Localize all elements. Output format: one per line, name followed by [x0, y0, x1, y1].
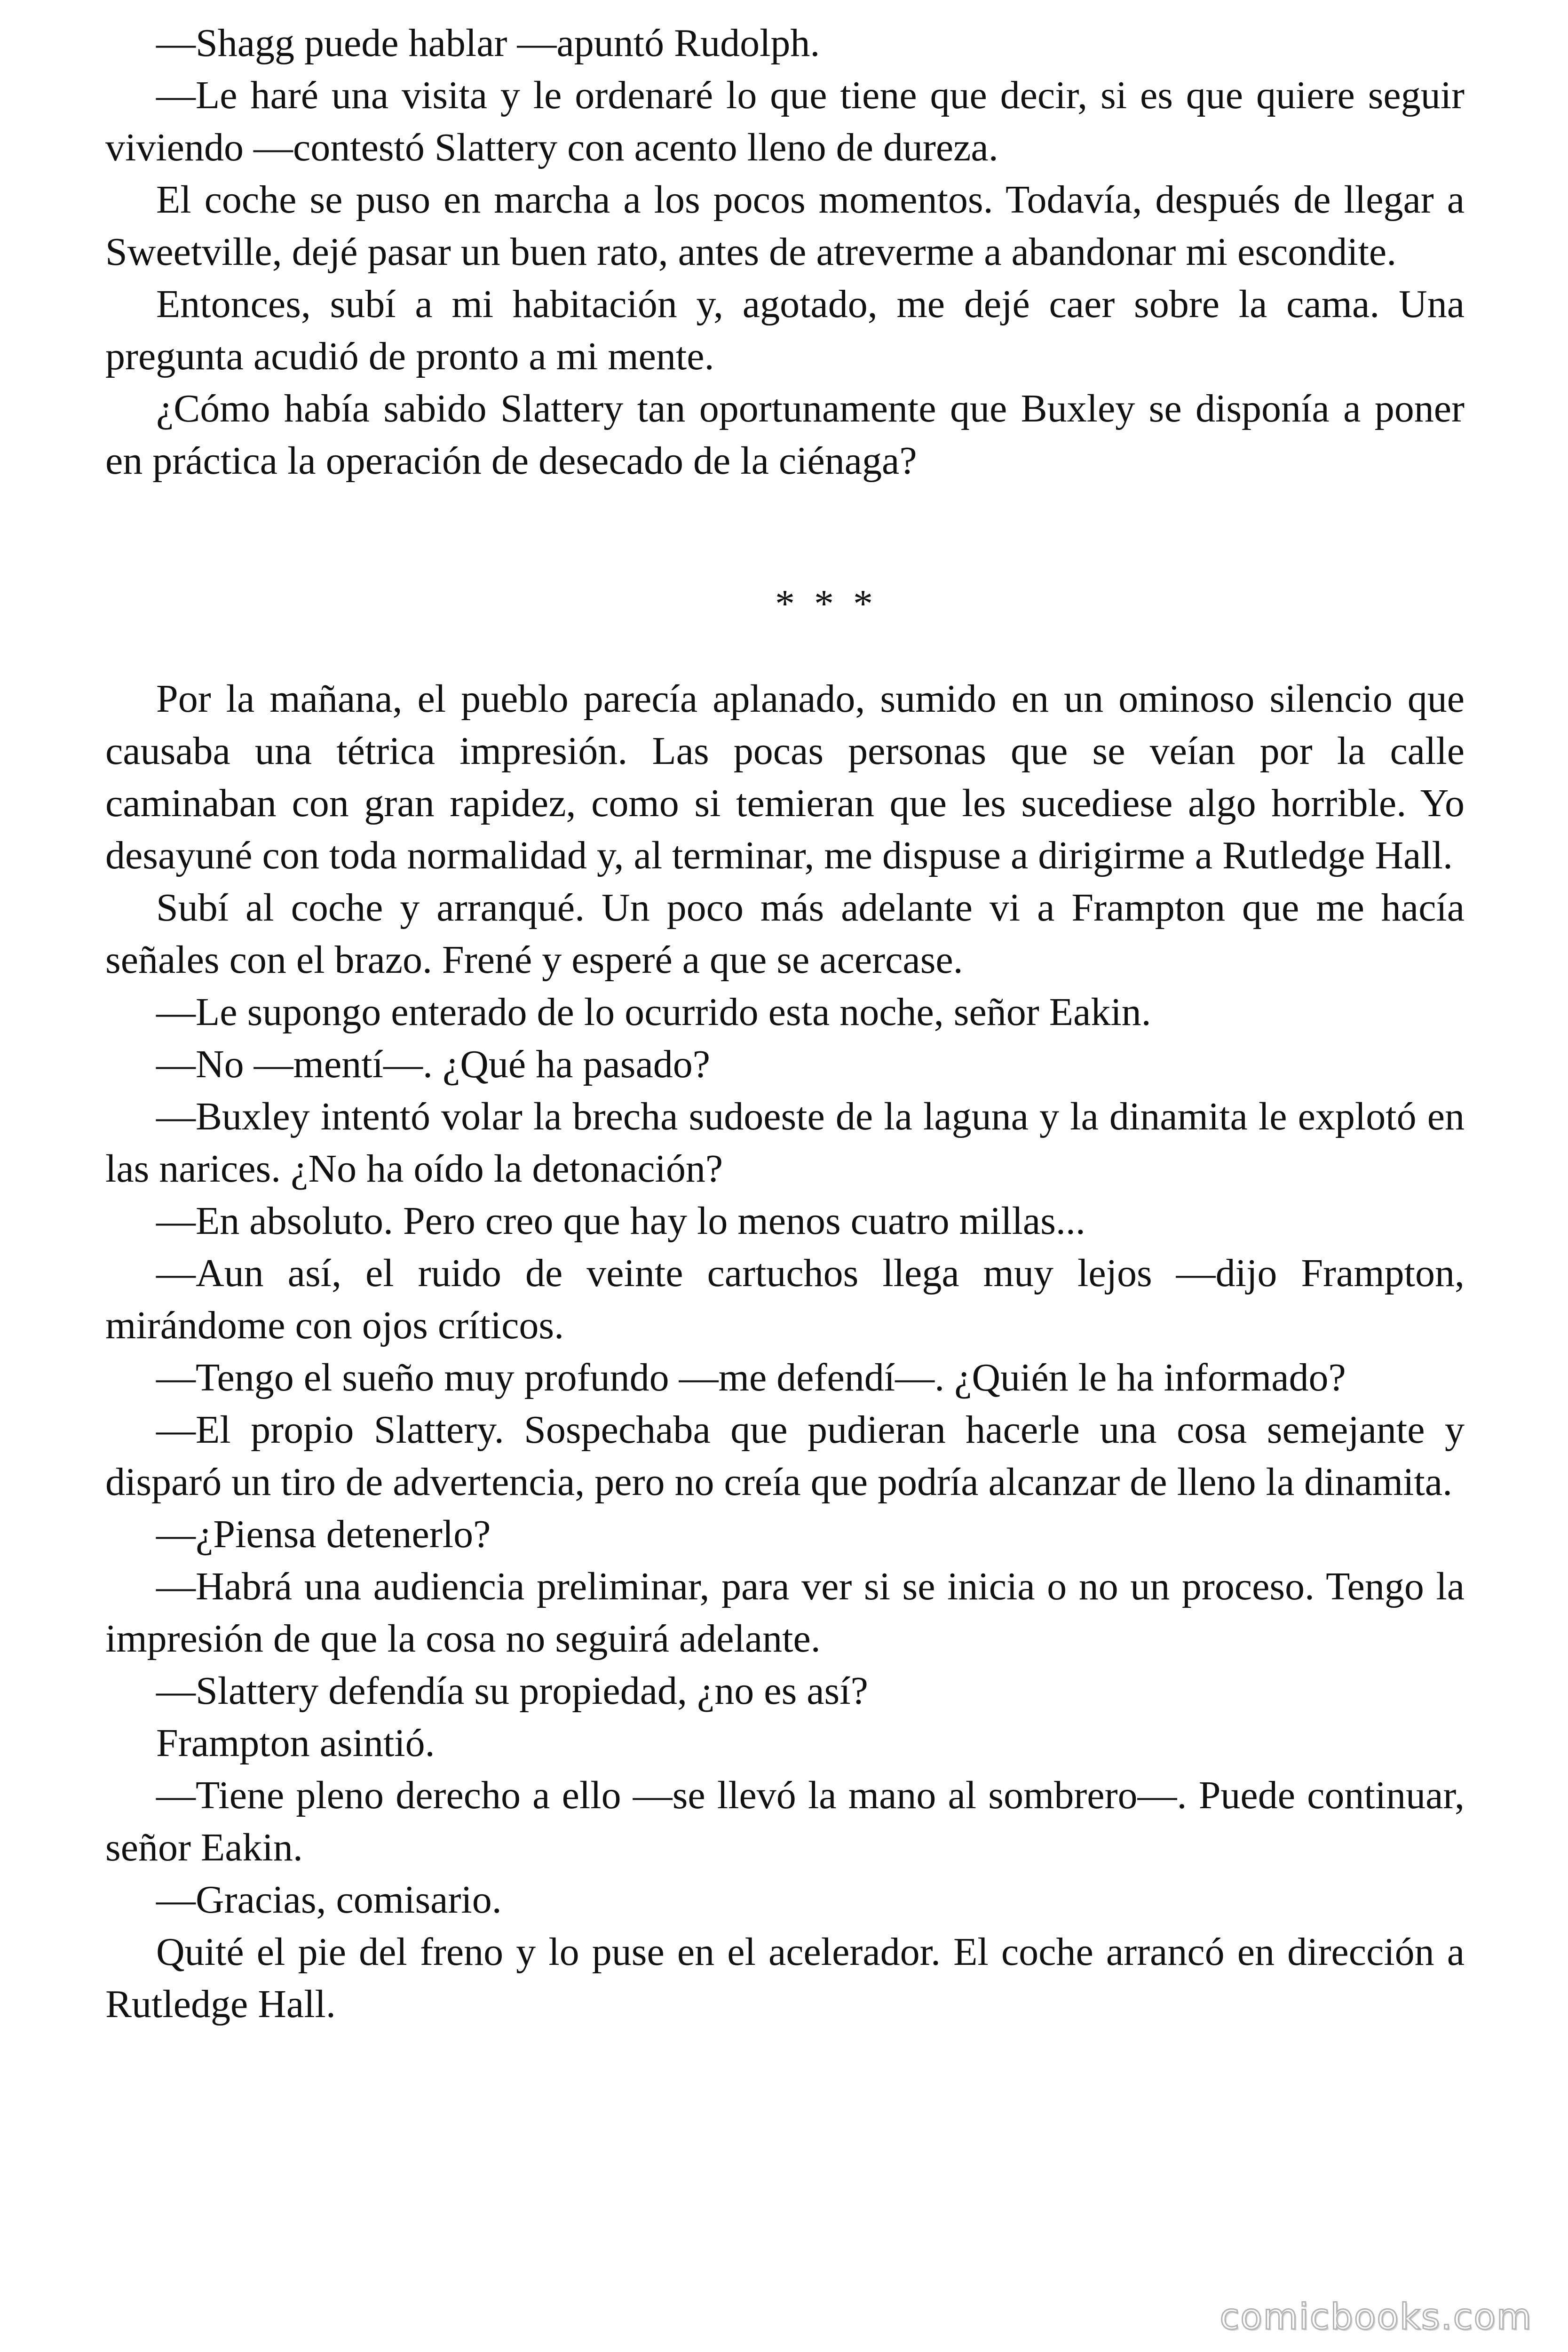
paragraph: —No —mentí—. ¿Qué ha pasado?: [156, 1042, 711, 1086]
paragraph: —Le haré una visita y le ordenaré lo que tiene que decir, si es que quiere seguir viviendo —contestó Slattery con acento lleno de dureza.: [105, 73, 1465, 169]
paragraph: Subí al coche y arranqué. Un poco más adelante vi a Frampton que me hacía señales con el brazo. Frené y esperé a que se acercase.: [105, 886, 1465, 982]
paragraph: Por la mañana, el pueblo parecía aplanado, sumido en un ominoso silencio que causaba una tétrica impresión. Las pocas personas que se veían por la calle caminaban con gran rapidez, como si temieran que les sucediese algo horrible. Yo desayuné con toda normalidad y, al terminar, me dispuse a dirigirme a Rutledge Hall.: [105, 677, 1465, 877]
paragraph: —Slattery defendía su propiedad, ¿no es así?: [156, 1669, 868, 1713]
paragraph: —El propio Slattery. Sospechaba que pudieran hacerle una cosa semejante y disparó un tiro de advertencia, pero no creía que podría alcanzar de lleno la dinamita.: [105, 1408, 1465, 1504]
paragraph: —Habrá una audiencia preliminar, para ver si se inicia o no un proceso. Tengo la impresión de que la cosa no seguirá adelante.: [105, 1565, 1465, 1661]
paragraph: Entonces, subí a mi habitación y, agotado, me dejé caer sobre la cama. Una pregunta acudió de pronto a mi mente.: [105, 282, 1465, 378]
paragraph: —Tengo el sueño muy profundo —me defendí—. ¿Quién le ha informado?: [156, 1356, 1346, 1399]
paragraph: —Gracias, comisario.: [156, 1878, 502, 1922]
paragraph: —Aun así, el ruido de veinte cartuchos llega muy lejos —dijo Frampton, mirándome con ojos críticos.: [105, 1251, 1465, 1347]
paragraph: —Tiene pleno derecho a ello —se llevó la mano al sombrero—. Puede continuar, señor Eakin.: [105, 1773, 1465, 1869]
paragraph: —Le supongo enterado de lo ocurrido esta noche, señor Eakin.: [156, 990, 1151, 1034]
paragraph: —En absoluto. Pero creo que hay lo menos cuatro millas...: [156, 1199, 1085, 1243]
text-section-top: [105, 17, 1465, 487]
paragraph: Quité el pie del freno y lo puse en el acelerador. El coche arrancó en dirección a Rutledge Hall.: [105, 1930, 1465, 2026]
section-separator: * * *: [775, 582, 878, 626]
paragraph: ¿Cómo había sabido Slattery tan oportunamente que Buxley se disponía a poner en práctica la operación de desecado de la ciénaga?: [105, 387, 1465, 483]
paragraph: El coche se puso en marcha a los pocos momentos. Todavía, después de llegar a Sweetville, dejé pasar un buen rato, antes de atreverme a abandonar mi escondite.: [105, 178, 1465, 274]
text-section-bottom: [105, 673, 1465, 2030]
paragraph: —Shagg puede hablar —apuntó Rudolph.: [156, 21, 820, 65]
paragraph: —¿Piensa detenerlo?: [156, 1512, 491, 1556]
watermark-logo: comicbooks.com: [1220, 2296, 1532, 2337]
paragraph: —Buxley intentó volar la brecha sudoeste de la laguna y la dinamita le explotó en las narices. ¿No ha oído la detonación?: [105, 1095, 1465, 1191]
paragraph: Frampton asintió.: [156, 1721, 435, 1765]
